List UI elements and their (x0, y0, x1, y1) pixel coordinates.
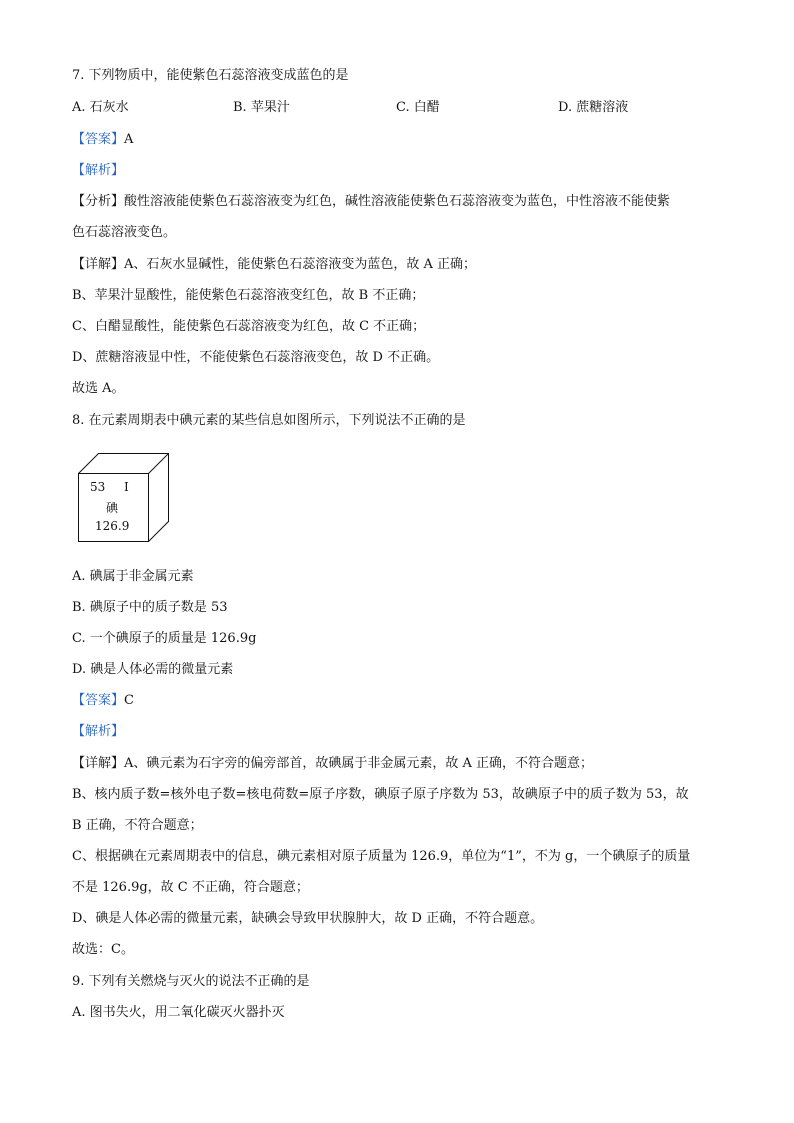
q8-line-c2: 不是 126.9g，故 C 不正确，符合题意； (72, 880, 309, 895)
q7-xiangjie-1 (72, 255, 476, 275)
q8-option-a: A. 碘属于非金属元素 (72, 569, 194, 584)
q8-option-c: C. 一个碘原子的质量是 126.9g (72, 631, 257, 646)
q8-option-d: D. 碘是人体必需的微量元素 (72, 662, 234, 677)
q7-analysis-tag: 【解析】 (72, 163, 125, 178)
q7-conclusion: 故选 A。 (72, 381, 125, 396)
q7-line-c: C、白醋显酸性，能使紫色石蕊溶液变为红色，故 C 不正确； (72, 319, 426, 334)
q7-line-b: B、苹果汁显酸性，能使紫色石蕊溶液变红色，故 B 不正确； (72, 288, 425, 303)
q8-line-c1: C、根据碘在元素周期表中的信息，碘元素相对原子质量为 126.9，单位为“1”，不为 g，一个碘原子的质量 (72, 849, 691, 864)
q8-line-d: D、碘是人体必需的微量元素，缺碘会导致甲状腺肿大，故 D 正确，不符合题意。 (72, 911, 544, 926)
q8-option-b: B. 碘原子中的质子数是 53 (72, 600, 228, 615)
answer-value: A (124, 132, 134, 147)
fenxi-text: 酸性溶液能使紫色石蕊溶液变为红色，碱性溶液能使紫色石蕊溶液变为蓝色，中性溶液不能使紫 (124, 194, 671, 209)
element-symbol: I (124, 480, 129, 494)
q7-fenxi-1 (72, 192, 670, 212)
q7-fenxi-2: 色石蕊溶液变色。 (72, 225, 177, 240)
q8-xiangjie-1 (72, 754, 593, 774)
q7-option-c: C. 白醋 (396, 100, 440, 115)
xiangjie-text: A、碘元素为石字旁的偏旁部首，故碘属于非金属元素，故 A 正确，不符合题意； (124, 756, 594, 771)
fenxi-tag: 【分析】 (72, 194, 125, 209)
q7-option-b: B. 苹果汁 (233, 100, 290, 115)
q9-option-a: A. 图书失火，用二氧化碳灭火器扑灭 (72, 1005, 285, 1020)
xiangjie-tag: 【详解】 (72, 257, 125, 272)
q8-line-b1: B、核内质子数=核外电子数=核电荷数=原子序数，碘原子原子序数为 53，故碘原子中的质子数为 53，故 (72, 787, 689, 802)
element-atomic-number: 53 (90, 480, 106, 494)
answer-value: C (124, 693, 134, 708)
q9-stem: 9. 下列有关燃烧与灭火的说法不正确的是 (72, 974, 310, 989)
q7-option-d: D. 蔗糖溶液 (558, 100, 629, 115)
element-cube-figure (78, 452, 170, 544)
q7-stem: 7. 下列物质中，能使紫色石蕊溶液变成蓝色的是 (72, 68, 349, 83)
q8-line-b2: B 正确，不符合题意； (72, 818, 203, 833)
q8-conclusion: 故选：C。 (72, 942, 134, 957)
q7-option-a: A. 石灰水 (72, 100, 129, 115)
q8-answer (72, 691, 134, 711)
q8-stem: 8. 在元素周期表中碘元素的某些信息如图所示，下列说法不正确的是 (72, 413, 466, 428)
element-mass: 126.9 (95, 519, 130, 533)
xiangjie-tag: 【详解】 (72, 756, 125, 771)
q8-analysis-tag: 【解析】 (72, 724, 125, 739)
answer-tag: 【答案】 (72, 693, 125, 708)
q7-line-d: D、蔗糖溶液显中性，不能使紫色石蕊溶液变色，故 D 不正确。 (72, 350, 440, 365)
answer-tag: 【答案】 (72, 132, 125, 147)
xiangjie-text: A、石灰水显碱性，能使紫色石蕊溶液变为蓝色，故 A 正确； (124, 257, 477, 272)
element-name: 碘 (106, 501, 119, 515)
q7-answer (72, 130, 133, 150)
